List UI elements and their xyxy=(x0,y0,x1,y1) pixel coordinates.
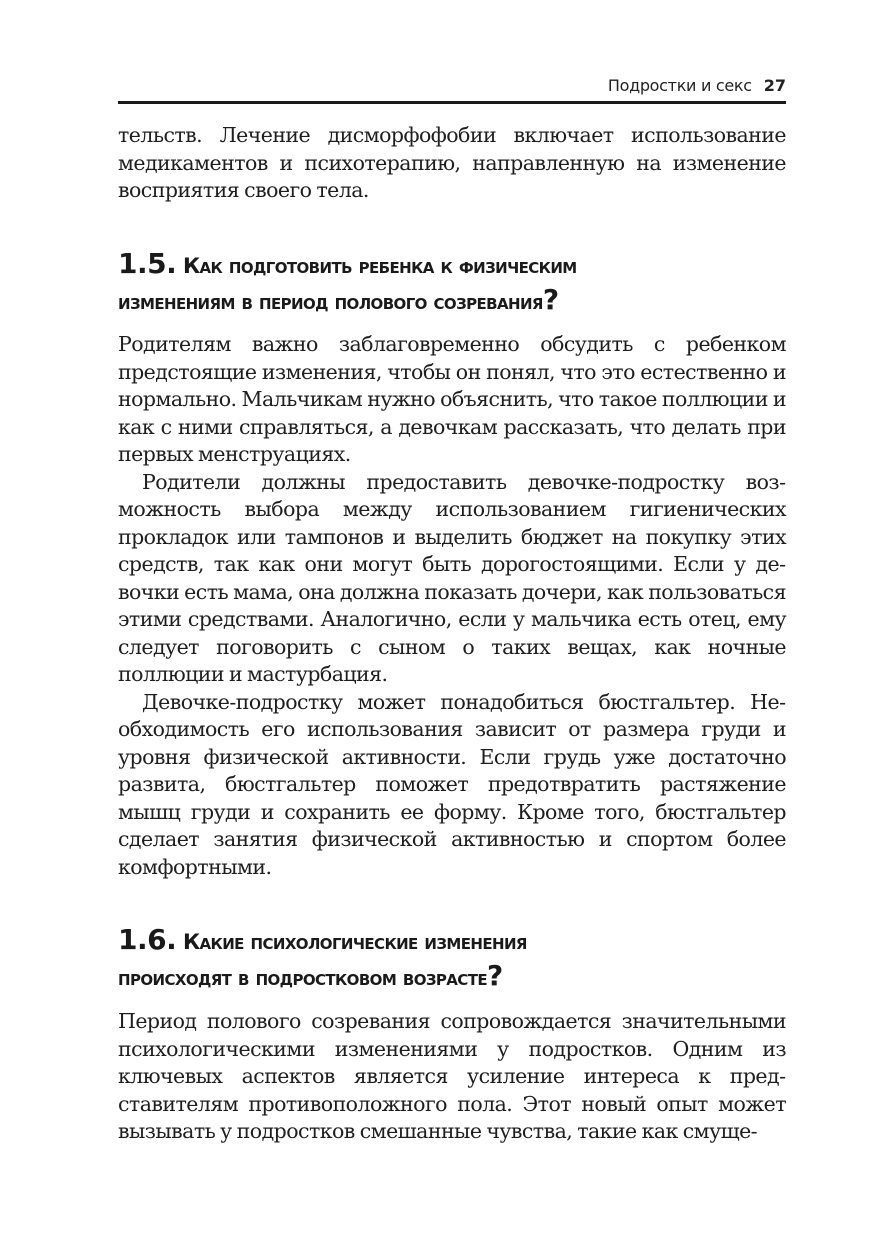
paragraph: тельств. Лечение дисморфофобии включает использование медикаментов и психотерапию, направленную на изменение восприятия своего тела. xyxy=(118,123,786,202)
heading-line xyxy=(118,959,786,995)
paragraph: Родителям важно заблаговременно обсудить с ребенком предстоящие изменения, чтобы он понял, что это естественно и нормально. Мальчикам нужно объяснить, что такое поллюции и как с ними справляться, а девочкам рассказать, что делать при первых менструациях. xyxy=(118,332,786,466)
section-1-5-body xyxy=(118,331,786,881)
heading-text: Какие психологические изменения xyxy=(182,930,527,954)
heading-text: изменениям в период полового созревания xyxy=(118,290,543,314)
paragraph: Девочке-подростку может понадобиться бюстгальтер. Необходимость его использования зависит от размера груди и уровня физической активности. Если грудь уже достаточно развита, бюстгальтер поможет предотвратить растяжение мышц груди и сохранить ее форму. Кроме того, бюстгальтер сделает занятия физической активностью и спортом более комфортными. xyxy=(118,689,786,879)
section-heading-1-5 xyxy=(118,247,786,319)
running-head-title: Подростки и секс xyxy=(607,76,752,95)
heading-text: Как подготовить ребенка к физическим xyxy=(182,254,577,278)
heading-line xyxy=(118,283,786,319)
intro-text xyxy=(118,122,786,205)
header-rule xyxy=(118,101,786,104)
heading-line xyxy=(118,923,786,959)
section-1-6-body xyxy=(118,1008,786,1146)
section-number: 1.5. xyxy=(118,247,177,280)
paragraph: Период полового созревания сопровождается значительными психологическими изменениями у подростков. Одним из ключевых аспектов является усиление интереса к представителям противоположного пола. Этот новый опыт может вызывать у подростков смешанные чувства, такие как смуще- xyxy=(118,1009,786,1143)
page-number: 27 xyxy=(763,76,786,95)
heading-text: происходят в подростковом возрасте xyxy=(118,966,487,990)
paragraph: Родители должны предоставить девочке-подростку возможность выбора между использованием гигиенических прокладок или тампонов и выделить бюджет на покупку этих средств, так как они могут быть дорогостоящими. Если у девочки есть мама, она должна показать дочери, как пользоваться этими средствами. Аналогично, если у мальчика есть отец, ему следует поговорить с сыном о таких вещах, как ночные поллюции и мастурбация. xyxy=(118,469,786,686)
heading-question-mark: ? xyxy=(542,283,559,316)
heading-line xyxy=(118,247,786,283)
running-head xyxy=(118,74,786,98)
section-number: 1.6. xyxy=(118,923,177,956)
book-page xyxy=(118,0,786,1240)
section-heading-1-6 xyxy=(118,923,786,995)
heading-question-mark: ? xyxy=(487,959,503,992)
